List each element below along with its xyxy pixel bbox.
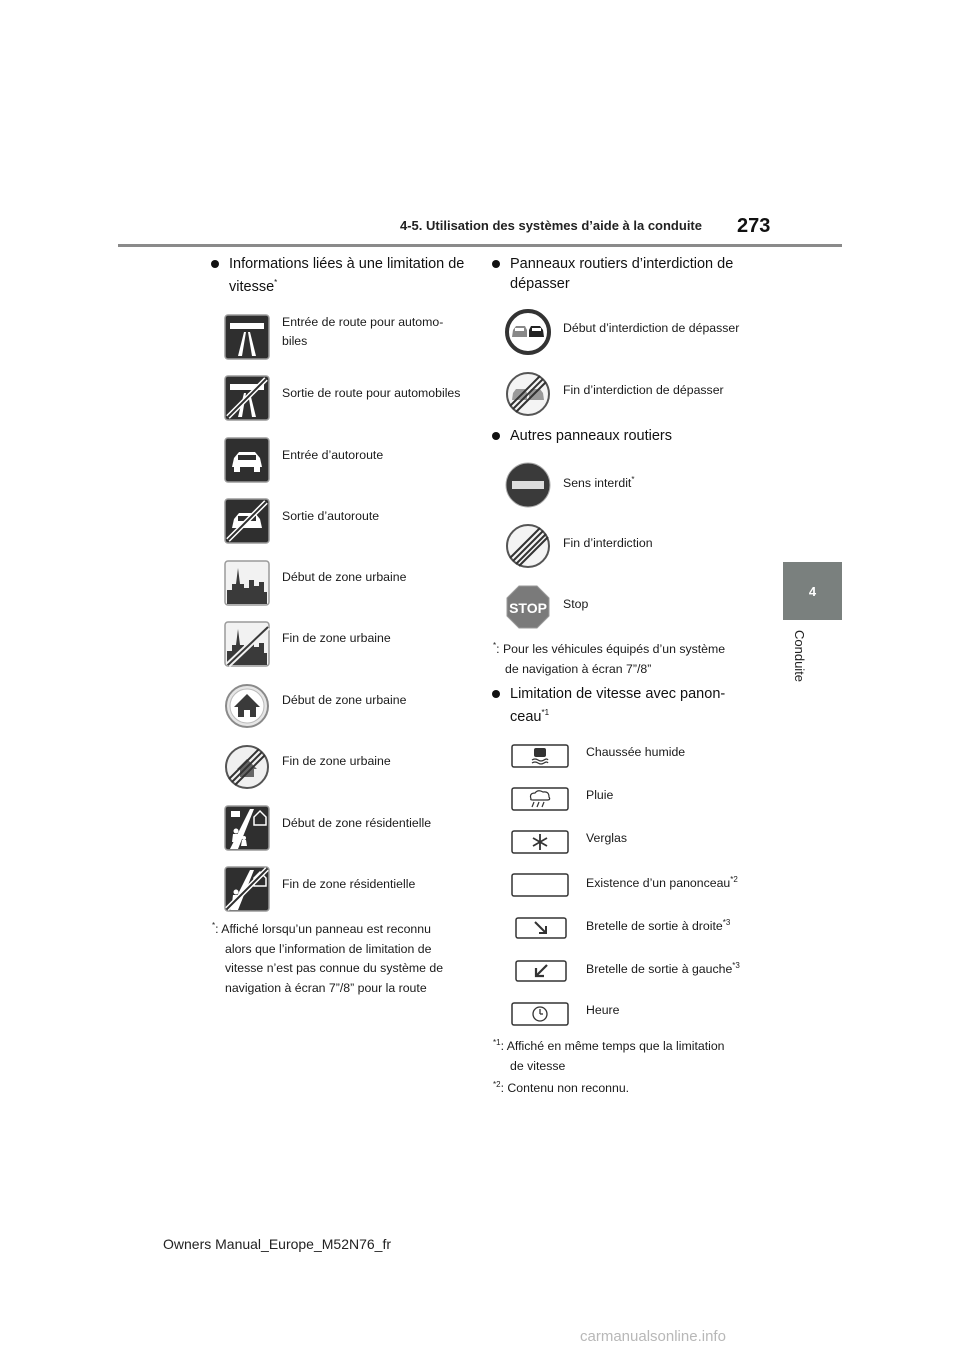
end-of-restriction-icon	[505, 523, 551, 569]
home-zone-start-icon	[224, 683, 270, 729]
bullet-icon	[492, 690, 500, 698]
city-end-icon	[224, 621, 270, 667]
other-signs-footnote: *: Pour les véhicules équipés d’un système de navigation à écran 7”/8”	[493, 640, 726, 676]
panel-footnote-1: $^{*1}$: Affiché en même temps que la limitation de vitesse	[493, 1037, 725, 1073]
list-item-label: Entrée d’autoroute	[282, 448, 384, 462]
list-item-label: Début de zone urbaine	[282, 570, 407, 584]
chapter-number: 4	[808, 583, 817, 599]
list-item-label: Début d’interdiction de dépasser	[563, 321, 740, 335]
panel-footnote-2: $^{*2}$: Contenu non reconnu.	[493, 1079, 630, 1095]
no-overtaking-icon	[505, 309, 551, 355]
blank-panel-icon	[511, 873, 569, 897]
motorway-entry-icon	[224, 314, 270, 360]
stop-sign-icon	[505, 584, 551, 630]
list-item-label: Fin de zone urbaine	[282, 754, 391, 768]
watermark: carmanualsonline.info	[580, 1328, 726, 1345]
list-item-label: Fin d’interdiction	[563, 536, 653, 550]
overtaking-heading: Panneaux routiers d’interdiction de dépasser	[510, 254, 733, 294]
list-item-label: Fin d’interdiction de dépasser	[563, 383, 724, 397]
expressway-entry-icon	[224, 437, 270, 483]
list-item-label: Stop	[563, 597, 589, 611]
bullet-icon	[211, 260, 219, 268]
page-number: 273	[737, 215, 771, 237]
list-item-label: Début de zone résidentielle	[282, 816, 432, 830]
svg-text:STOP: STOP	[509, 600, 547, 616]
no-entry-icon	[505, 462, 551, 508]
exit-left-icon	[515, 960, 567, 982]
motorway-exit-icon	[224, 375, 270, 421]
list-item-label: Fin de zone urbaine	[282, 631, 391, 645]
residential-start-icon	[224, 805, 270, 851]
list-item-label: Verglas	[586, 831, 628, 845]
section-header-title: 4-5. Utilisation des systèmes d’aide à la conduite	[400, 218, 702, 233]
rain-icon	[511, 787, 569, 811]
bullet-icon	[492, 260, 500, 268]
other-signs-heading: Autres panneaux routiers	[510, 426, 672, 446]
speed-limit-info-heading: Informations liées à une limitation de vitesse*	[229, 254, 464, 297]
supplementary-panel-heading: Limitation de vitesse avec panon- ceau$^{*1}$	[510, 684, 725, 727]
list-item-label: Existence d’un panonceau$^{*2}$	[586, 874, 738, 890]
wet-road-icon	[511, 744, 569, 768]
list-item-label: Bretelle de sortie à droite$^{*3}$	[586, 917, 731, 933]
city-start-icon	[224, 560, 270, 606]
list-item-label: Heure	[586, 1003, 620, 1017]
list-item-label: Début de zone urbaine	[282, 693, 407, 707]
exit-right-icon	[515, 917, 567, 939]
chapter-tab[interactable]	[783, 562, 842, 620]
expressway-exit-icon	[224, 498, 270, 544]
list-item-label: Sortie de route pour automobiles	[282, 386, 461, 400]
ice-icon	[511, 830, 569, 854]
bullet-icon	[492, 432, 500, 440]
clock-icon	[511, 1002, 569, 1026]
left-footnote: *: Affiché lorsqu’un panneau est reconnu alors que l’information de limitation de vitesse n’est pas connue du système de navigation à écran 7”/8” pour la route	[212, 920, 444, 995]
zone-end-icon	[224, 744, 270, 790]
list-item-label: Fin de zone résidentielle	[282, 877, 416, 891]
chapter-label: Conduite	[792, 630, 807, 683]
list-item-label: Entrée de route pour automo- biles	[282, 315, 444, 348]
list-item-label: Sens interdit*	[563, 474, 635, 490]
list-item-label: Pluie	[586, 788, 614, 802]
header-divider	[118, 244, 842, 247]
list-item-label: Chaussée humide	[586, 745, 686, 759]
list-item-label: Bretelle de sortie à gauche$^{*3}$	[586, 960, 740, 976]
footer-manual-id: Owners Manual_Europe_M52N76_fr	[163, 1236, 392, 1252]
residential-end-icon	[224, 866, 270, 912]
no-overtaking-end-icon	[505, 371, 551, 417]
list-item-label: Sortie d’autoroute	[282, 509, 380, 523]
